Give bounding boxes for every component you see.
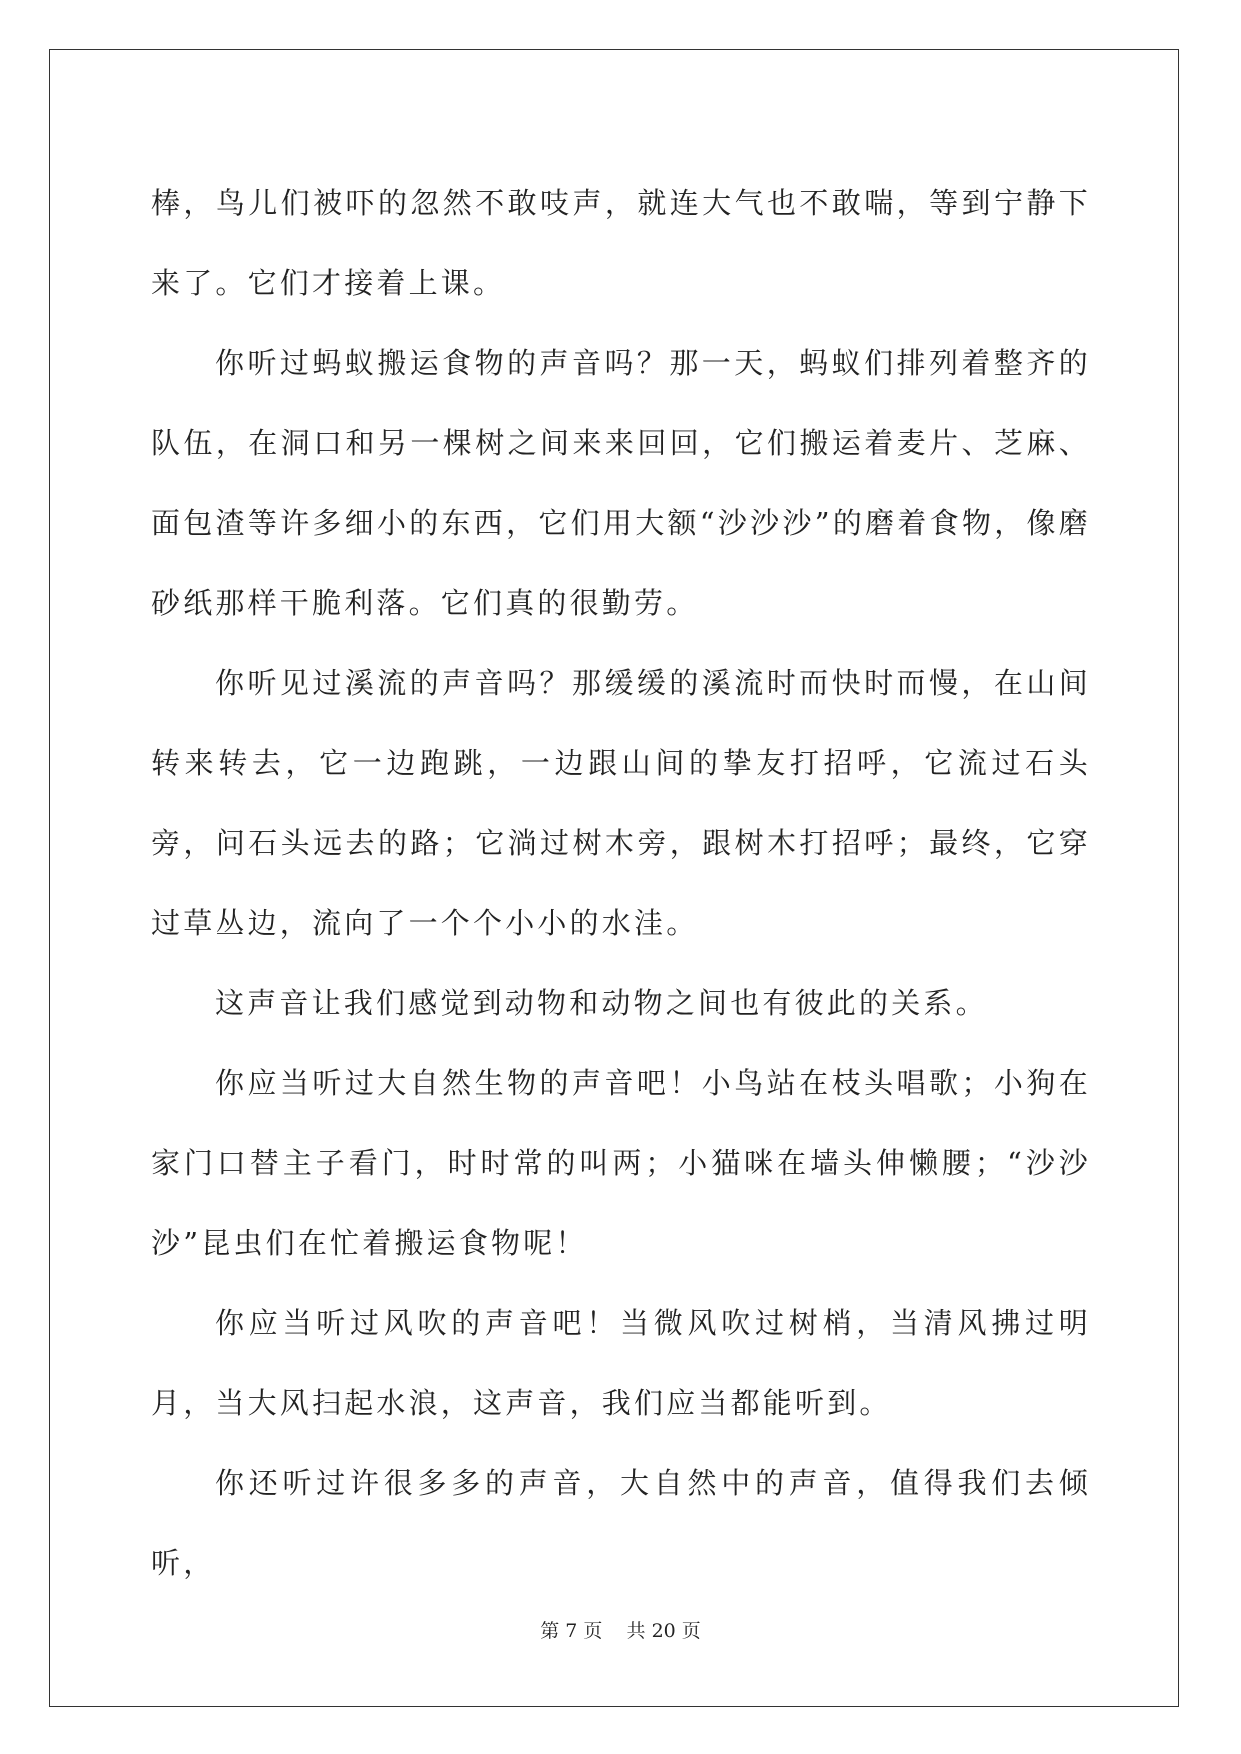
paragraph-1: 棒，鸟儿们被吓的忽然不敢吱声，就连大气也不敢喘，等到宁静下来了。它们才接着上课。	[151, 186, 1091, 300]
paragraph-5: 你应当听过大自然生物的声音吧！小鸟站在枝头唱歌；小狗在家门口替主子看门，时时常的叫两；小猫咪在墙头伸懒腰；“沙沙沙”昆虫们在忙着搬运食物呢！	[151, 1066, 1091, 1260]
document-body	[151, 163, 1091, 1603]
page-number: 第 7 页 共 20 页	[540, 1620, 701, 1642]
paragraph-6: 你应当听过风吹的声音吧！当微风吹过树梢，当清风拂过明月，当大风扫起水浪，这声音，我们应当都能听到。	[151, 1306, 1091, 1420]
paragraph-7: 你还听过许很多多的声音，大自然中的声音，值得我们去倾听，	[151, 1466, 1091, 1580]
paragraph-2: 你听过蚂蚁搬运食物的声音吗？那一天，蚂蚁们排列着整齐的队伍，在洞口和另一棵树之间来来回回，它们搬运着麦片、芝麻、面包渣等许多细小的东西，它们用大额“沙沙沙”的磨着食物，像磨砂纸那样干脆利落。它们真的很勤劳。	[151, 346, 1091, 620]
paragraph-3: 你听见过溪流的声音吗？那缓缓的溪流时而快时而慢，在山间转来转去，它一边跑跳，一边跟山间的挚友打招呼，它流过石头旁，问石头远去的路；它淌过树木旁，跟树木打招呼；最终，它穿过草丛边，流向了一个个小小的水洼。	[151, 666, 1091, 940]
paragraph-4: 这声音让我们感觉到动物和动物之间也有彼此的关系。	[215, 986, 988, 1020]
